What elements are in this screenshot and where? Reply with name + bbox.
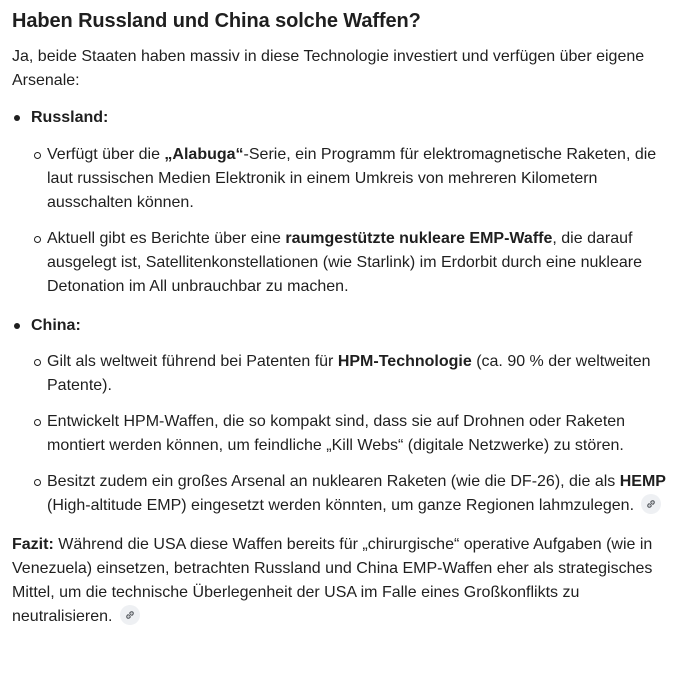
- circle-bullet-icon: [34, 152, 41, 159]
- bullet-icon: [14, 115, 20, 121]
- circle-bullet-icon: [34, 419, 41, 426]
- item-text-bold: HPM-Technologie: [337, 353, 472, 370]
- item-text-bold: raumgestützte nukleare EMP-Waffe: [285, 230, 553, 247]
- link-icon: [124, 609, 136, 621]
- conclusion-paragraph: [12, 533, 672, 629]
- intro-paragraph: Ja, beide Staaten haben massiv in diese Technologie investiert und verfügen über eigene Arsenale:: [12, 48, 645, 89]
- china-label: China:: [31, 317, 81, 334]
- item-text-post: -Serie, ein Programm für elektromagnetische Raketen, die laut russischen Medien Elektronik in einem Umkreis von mehreren Kilometern ausschalten können.: [47, 146, 657, 211]
- item-text-pre: Gilt als weltweit führend bei Patenten für: [47, 353, 338, 370]
- bullet-icon: [14, 323, 20, 329]
- china-item-patents: [31, 350, 672, 398]
- conclusion-label: Fazit:: [12, 536, 54, 553]
- item-text-pre: Aktuell gibt es Berichte über eine: [47, 230, 286, 247]
- china-item-hemp: [31, 470, 672, 518]
- item-text-pre: Besitzt zudem ein großes Arsenal an nuklearen Raketen (wie die DF-26), die als: [47, 473, 620, 490]
- item-text-pre: Entwickelt HPM-Waffen, die so kompakt sind, dass sie auf Drohnen oder Raketen montiert werden können, um feindliche „Kill Webs“ (digitale Netzwerke) zu stören.: [47, 413, 626, 454]
- item-text-bold: HEMP: [619, 473, 666, 490]
- section-heading: Haben Russland und China solche Waffen?: [12, 10, 421, 32]
- item-text-pre: Verfügt über die: [47, 146, 165, 163]
- source-link-button[interactable]: [120, 605, 140, 625]
- source-link-button[interactable]: [641, 494, 661, 514]
- circle-bullet-icon: [34, 479, 41, 486]
- list-item-china: [12, 314, 672, 518]
- item-text-post: (High-altitude EMP) eingesetzt werden könnten, um ganze Regionen lahmzulegen.: [47, 497, 635, 514]
- item-text-post: (ca. 90 % der weltweiten Patente).: [47, 353, 651, 394]
- russia-label: Russland:: [31, 109, 109, 126]
- item-text-post: , die darauf ausgelegt ist, Satellitenkonstellationen (wie Starlink) im Erdorbit durch eine nukleare Detonation im All unbrauchbar zu machen.: [47, 230, 642, 295]
- russia-item-alabuga: [31, 143, 672, 215]
- link-icon: [645, 498, 657, 510]
- circle-bullet-icon: [34, 359, 41, 366]
- circle-bullet-icon: [34, 236, 41, 243]
- russia-item-space-emp: [31, 227, 672, 299]
- conclusion-text: Während die USA diese Waffen bereits für „chirurgische“ operative Aufgaben (wie in Venezuela) einsetzen, betrachten Russland und China EMP-Waffen eher als strategisches Mittel, um die technische Überlegenheit der USA im Falle eines Großkonflikts zu neutralisieren.: [12, 536, 653, 625]
- list-item-russia: [12, 106, 672, 299]
- china-item-compact-hpm: [31, 410, 672, 458]
- item-text-bold: „Alabuga“: [164, 146, 244, 163]
